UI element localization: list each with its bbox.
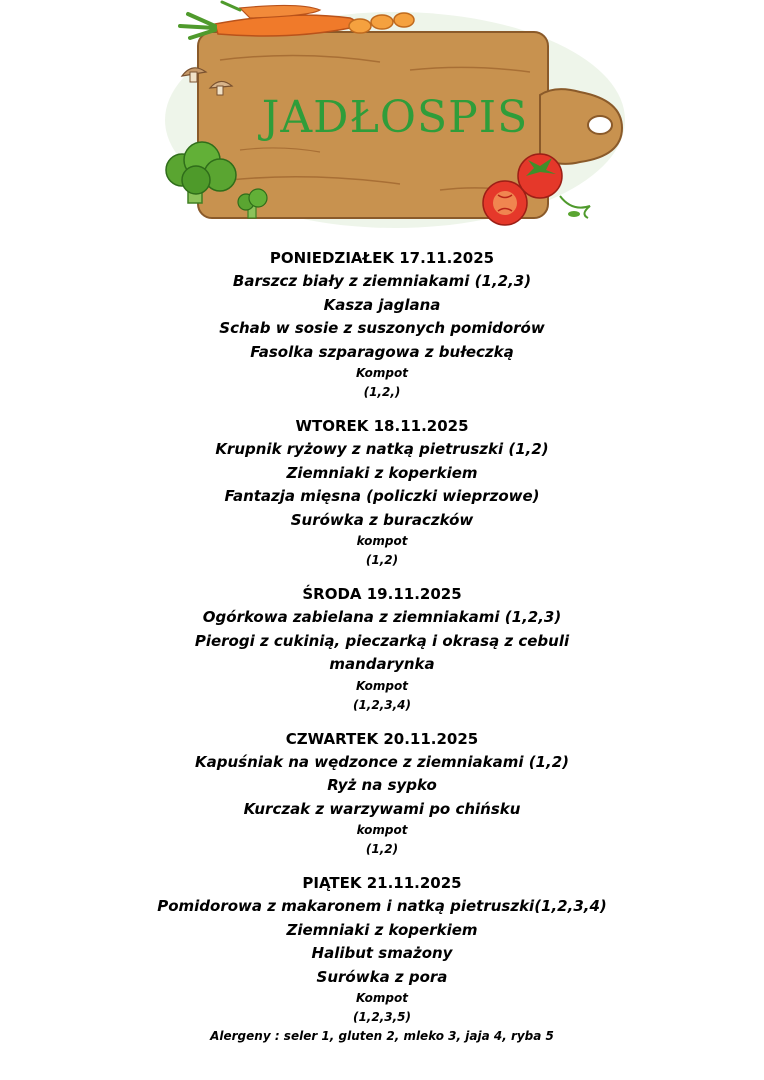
dish: Schab w sosie z suszonych pomidorów	[219, 319, 545, 337]
allergen-codes: (1,2,3,5)	[352, 1010, 412, 1024]
dish: Fasolka szparagowa z bułeczką	[250, 342, 514, 361]
dish: Kurczak z warzywami po chińsku	[243, 799, 521, 818]
drink: kompot	[356, 823, 408, 837]
page-title: JADŁOSPIS	[261, 92, 529, 143]
dish: Ryż na sypko	[327, 776, 437, 794]
dish-soup: Barszcz biały z ziemniakami (1,2,3)	[232, 272, 532, 290]
dish: Surówka z pora	[316, 967, 448, 986]
allergen-codes: (1,2)	[365, 553, 399, 567]
day-heading: CZWARTEK 20.11.2025	[285, 729, 479, 748]
day-wednesday	[0, 582, 764, 715]
day-heading: ŚRODA 19.11.2025	[302, 585, 462, 603]
drink: Kompot	[356, 991, 408, 1005]
drink: kompot	[356, 534, 408, 548]
dish-soup: Pomidorowa z makaronem i natką pietruszki(1,2,3,4)	[157, 897, 607, 915]
day-heading: PIĄTEK 21.11.2025	[302, 874, 462, 892]
weekly-menu	[0, 246, 764, 1045]
dish: Halibut smażony	[311, 944, 453, 962]
day-friday	[0, 871, 764, 1027]
allergen-legend: Alergeny : seler 1, gluten 2, mleko 3, jaja 4, ryba 5	[210, 1029, 554, 1043]
day-thursday	[0, 727, 764, 860]
dish-soup: Ogórkowa zabielana z ziemniakami (1,2,3)	[202, 608, 562, 626]
dish: Ziemniaki z koperkiem	[286, 463, 478, 482]
dish: mandarynka	[329, 655, 435, 673]
day-tuesday	[0, 414, 764, 570]
day-heading: PONIEDZIAŁEK 17.11.2025	[269, 249, 495, 267]
drink: Kompot	[356, 678, 408, 693]
dish: Pierogi z cukinią, pieczarką i okrasą z cebuli	[194, 631, 570, 650]
dish: Kasza jaglana	[323, 295, 441, 314]
dish: Fantazja mięsna (policzki wieprzowe)	[224, 487, 540, 505]
allergen-codes: (1,2,)	[363, 385, 401, 399]
dish: Ziemniaki z koperkiem	[286, 920, 478, 939]
day-heading: WTOREK 18.11.2025	[295, 417, 469, 435]
dish: Surówka z buraczków	[290, 510, 474, 529]
dish-soup: Kapuśniak na wędzonce z ziemniakami (1,2)	[195, 752, 569, 771]
allergen-codes: (1,2)	[365, 842, 399, 856]
allergen-codes: (1,2,3,4)	[352, 697, 412, 712]
drink: Kompot	[356, 366, 408, 380]
day-monday	[0, 246, 764, 402]
dish-soup: Krupnik ryżowy z natką pietruszki (1,2)	[215, 440, 549, 458]
